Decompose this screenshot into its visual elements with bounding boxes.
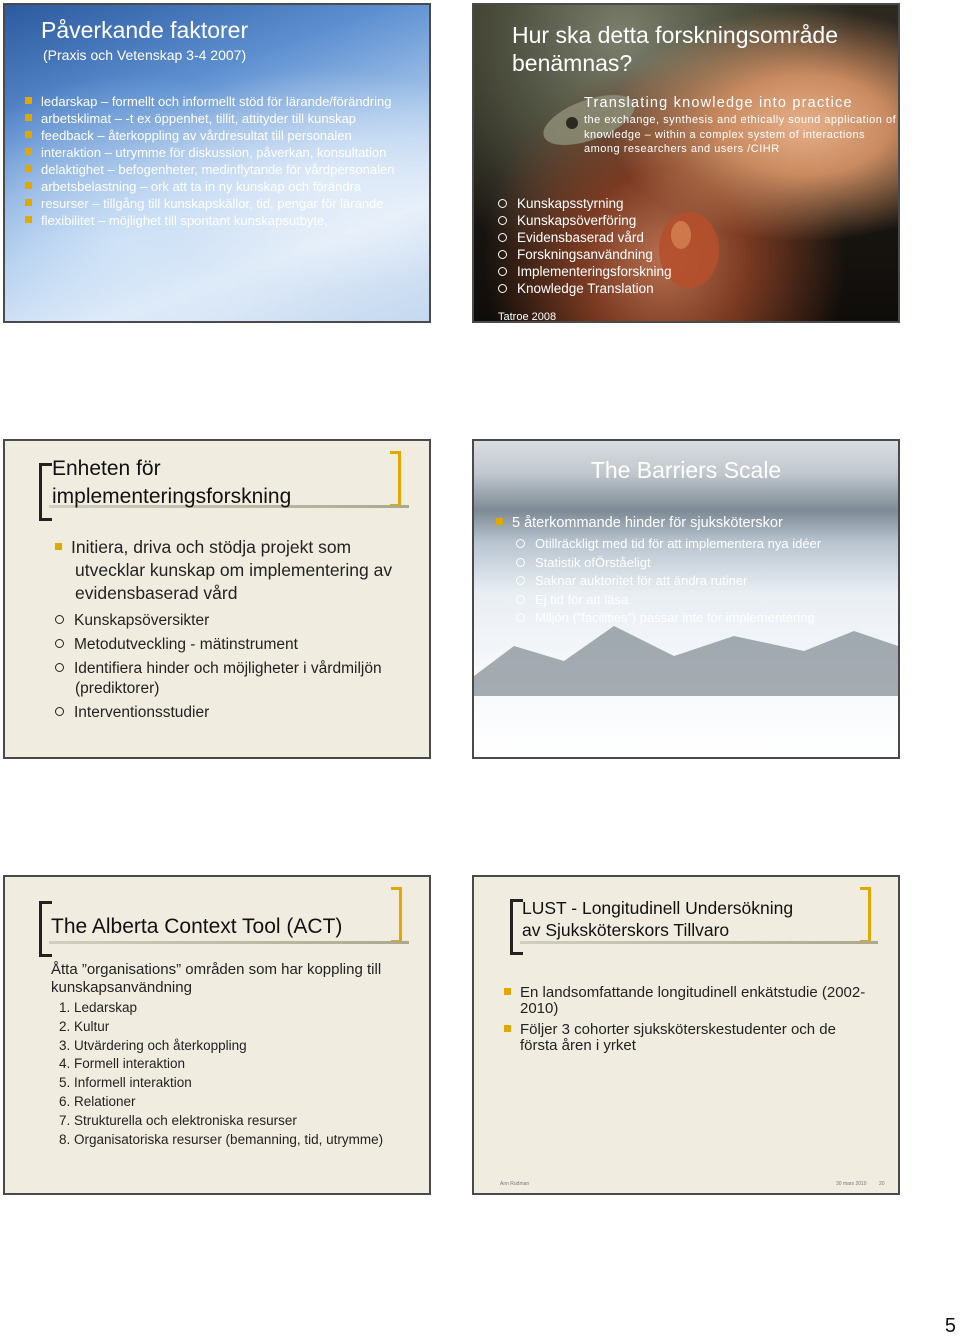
list-item: ledarskap – formellt och informellt stöd för lärande/förändring (25, 95, 420, 109)
list-item: En landsomfattande longitudinell enkätstudie (2002-2010) (504, 985, 874, 1017)
bullet-list (504, 985, 874, 1059)
circle-bullet-icon (55, 615, 64, 624)
right-bracket-decoration (390, 451, 401, 507)
square-bullet-icon (25, 165, 32, 172)
footer-author: Ann Rudman (500, 1181, 530, 1187)
left-bracket-decoration (39, 463, 52, 521)
right-bracket-decoration (391, 887, 402, 943)
circle-bullet-icon (55, 663, 64, 672)
square-bullet-icon (504, 1025, 511, 1032)
circle-bullet-icon (55, 707, 64, 716)
list-item: arbetsklimat – -t ex öppenhet, tillit, attityder till kunskap (25, 112, 420, 126)
right-bracket-decoration (860, 887, 871, 943)
list-item: 8. Organisatoriska resurser (bemanning, tid, utrymme) (59, 1131, 384, 1147)
page-number: 5 (944, 1315, 956, 1337)
slide-title: Påverkande faktorer (41, 17, 249, 43)
title-underline (520, 941, 878, 944)
list-item: 1. Ledarskap (59, 1000, 138, 1015)
bullet-list (25, 95, 420, 231)
circle-bullet-icon (516, 539, 525, 548)
list-item: delaktighet – befogenheter, medinflytande för vårdpersonalen (25, 163, 420, 177)
main-bullet: 5 återkommande hinder för sjuksköterskor (496, 515, 783, 531)
slide-title: Enheten för implementeringsforskning (52, 457, 292, 508)
square-bullet-icon (55, 543, 62, 550)
list-item: 6. Relationer (59, 1093, 136, 1109)
list-item: Interventionsstudier (55, 703, 395, 723)
mountain-silhouette (474, 616, 898, 696)
list-item: 5. Informell interaktion (59, 1075, 192, 1091)
circle-bullet-icon (516, 595, 525, 604)
slide-title: The Barriers Scale (590, 457, 782, 483)
list-item: Kunskapsöversikter (55, 611, 395, 631)
circle-bullet-icon (516, 558, 525, 567)
circle-bullet-icon (498, 216, 507, 225)
intro-text: Åtta ”organisations” områden som har koppling till kunskapsanvändning (51, 961, 382, 996)
list-item: interaktion – utrymme för diskussion, påverkan, konsultation (25, 146, 420, 160)
list-item: flexibilitet – möjlighet till spontant kunskapsutbyte, (25, 214, 420, 228)
list-item: Metodutveckling - mätinstrument (55, 635, 395, 655)
main-bullet: Initiera, driva och stödja projekt som utvecklar kunskap om implementering av evidensbaserad vård (55, 536, 415, 605)
list-item: Kunskapsöverföring (498, 212, 672, 229)
list-item: Otillräckligt med tid för att implementera nya idéer (516, 535, 821, 554)
list-item: Forskningsanvändning (498, 246, 672, 263)
list-item: Implementeringsforskning (498, 263, 672, 280)
list-item: feedback – återkoppling av vårdresultat till personalen (25, 129, 420, 143)
circle-bullet-icon (498, 233, 507, 242)
translating-heading: Translating knowledge into practice (584, 95, 853, 111)
slide-barriers-scale (472, 439, 900, 759)
list-item: Identifiera hinder och möjligheter i vårdmiljön (prediktorer) (55, 659, 395, 699)
numbered-list (59, 999, 383, 1149)
slide-title: The Alberta Context Tool (ACT) (51, 915, 343, 938)
circle-bullet-icon (516, 576, 525, 585)
list-item: Saknar auktoritet för att ändra rutiner (516, 572, 821, 591)
square-bullet-icon (25, 182, 32, 189)
slide-title: Hur ska detta forskningsområde benämnas? (512, 22, 838, 76)
slide-forskningsomrade (472, 3, 900, 323)
title-underline (49, 941, 409, 944)
translating-description: the exchange, synthesis and ethically sound application of knowledge – within a complex system of interactions among researchers and users /CIHR (584, 114, 897, 155)
slide-title: LUST - Longitudinell Undersökning av Sjuksköterskors Tillvaro (522, 898, 794, 940)
circle-bullet-icon (55, 639, 64, 648)
circle-bullet-icon (498, 250, 507, 259)
square-bullet-icon (25, 199, 32, 206)
list-item: Statistik ofÖrståeligt (516, 554, 821, 573)
list-item: 3. Utvärdering och återkoppling (59, 1037, 247, 1053)
list-item: Kunskapsstyrning (498, 195, 672, 212)
list-item: 4. Formell interaktion (59, 1056, 186, 1072)
circle-bullet-icon (498, 199, 507, 208)
list-item: resurser – tillgång till kunskapskällor, tid, pengar för lärande (25, 197, 420, 211)
source-citation: Tatroe 2008 (498, 311, 557, 323)
slide-subtitle: (Praxis och Vetenskap 3-4 2007) (43, 47, 247, 63)
square-bullet-icon (496, 518, 503, 525)
list-item: 7. Strukturella och elektroniska resurser (59, 1112, 297, 1128)
square-bullet-icon (25, 131, 32, 138)
list-item: Miljön (”facilities”) passar inte för implementering (516, 609, 821, 628)
list-item: Knowledge Translation (498, 280, 672, 297)
sub-bullet-list (55, 611, 395, 727)
square-bullet-icon (25, 216, 32, 223)
footer-slide-number: 20 (879, 1181, 885, 1187)
list-item: arbetsbelastning – ork att ta in ny kunskap och förändra (25, 180, 420, 194)
slide-lust (472, 875, 900, 1195)
slide-paverkande-faktorer (3, 3, 431, 323)
list-item: Följer 3 cohorter sjuksköterskestudenter och de första åren i yrket (504, 1022, 874, 1054)
square-bullet-icon (25, 97, 32, 104)
bullet-list (498, 195, 672, 297)
slide-enheten-implementeringsforskning (3, 439, 431, 759)
slide-alberta-context-tool (3, 875, 431, 1195)
square-bullet-icon (25, 114, 32, 121)
sub-bullet-list (516, 535, 821, 628)
circle-bullet-icon (498, 267, 507, 276)
list-item: 2. Kultur (59, 1018, 110, 1034)
square-bullet-icon (25, 148, 32, 155)
square-bullet-icon (504, 988, 511, 995)
list-item: Ej tid för att läsa (516, 591, 821, 610)
footer-date: 30 mars 2010 (836, 1181, 867, 1187)
list-item: Evidensbaserad vård (498, 229, 672, 246)
circle-bullet-icon (498, 284, 507, 293)
